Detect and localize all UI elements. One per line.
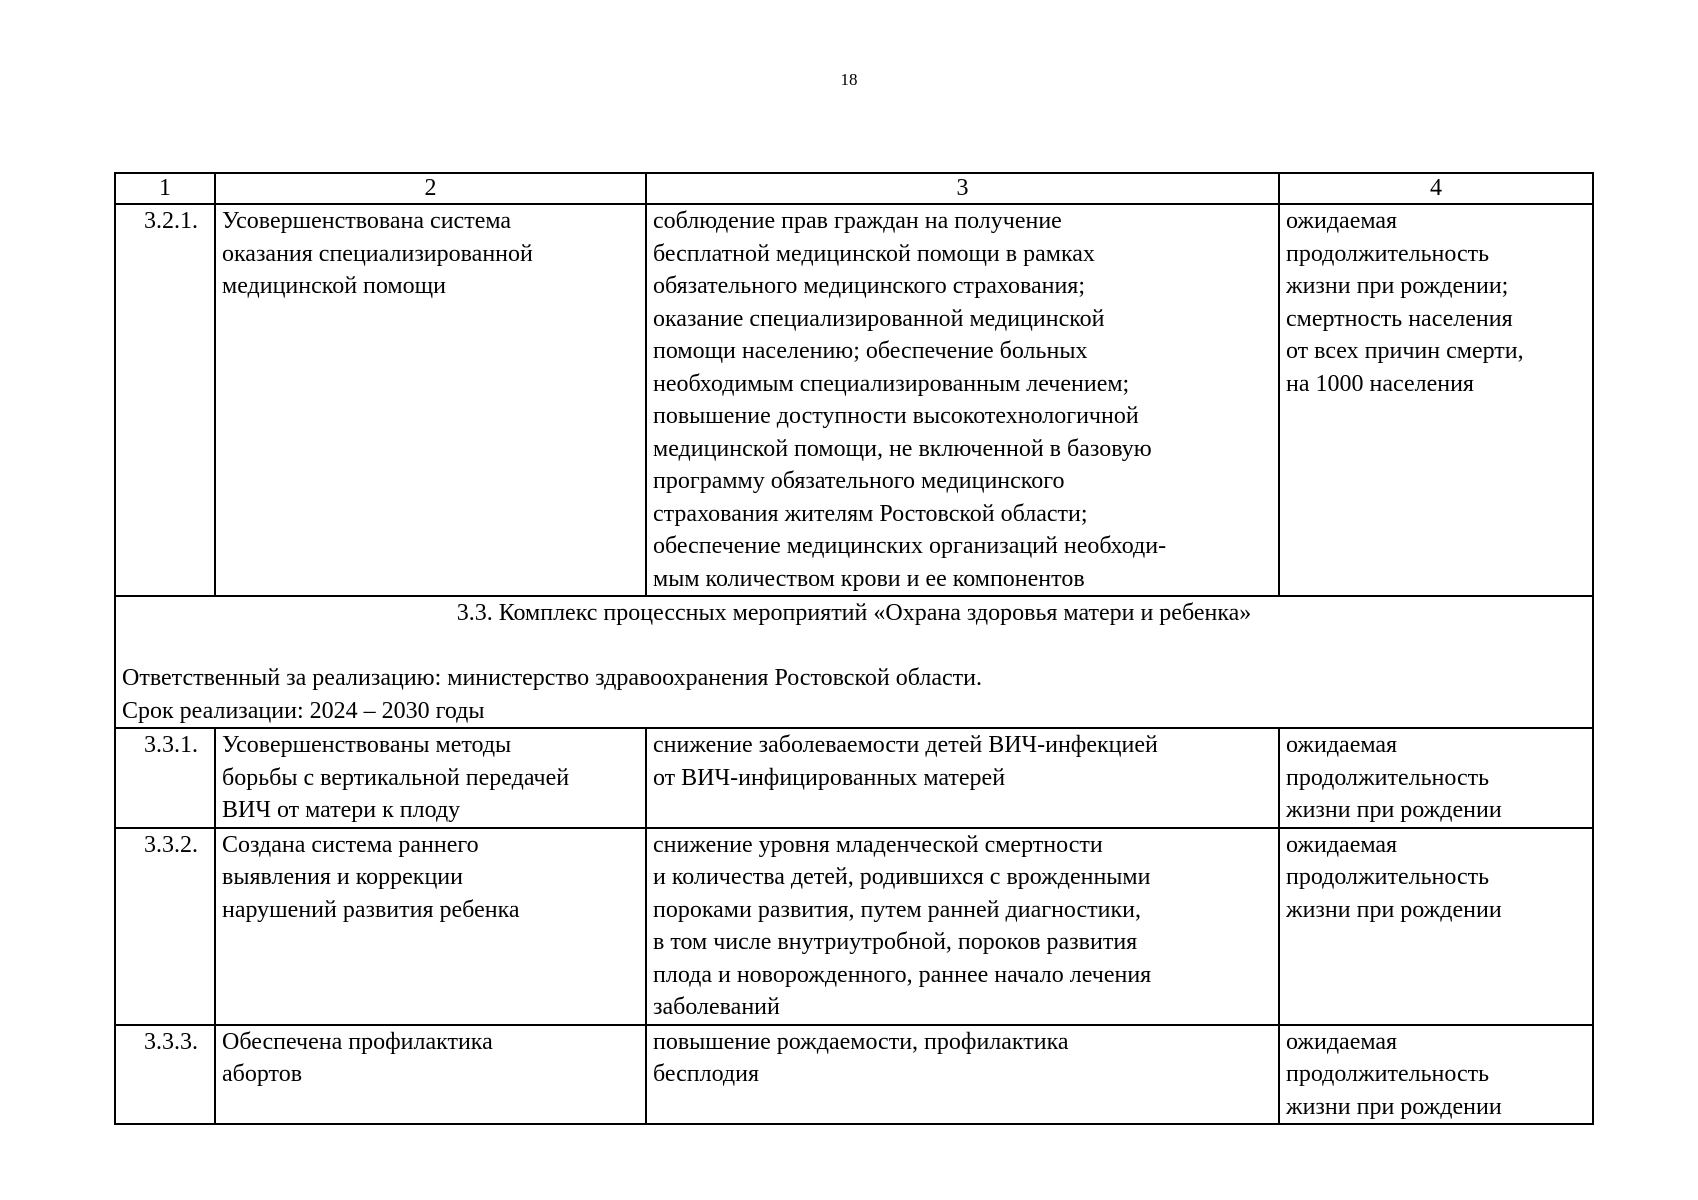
cell-line: нарушений развития ребенка (222, 896, 520, 923)
table-header-row (115, 173, 1593, 204)
measures-table (114, 172, 1594, 1125)
row-indicator-cell (1279, 828, 1593, 1025)
row-number: 3.2.1. (115, 204, 215, 596)
cell-line: и количества детей, родившихся с врожденными (653, 864, 1151, 890)
cell-line: продолжительность (1286, 764, 1490, 791)
cell-line: смертность населения (1286, 305, 1513, 332)
cell-line: борьбы с вертикальной передачей (222, 764, 570, 791)
cell-line: повышение доступности высокотехнологичной (653, 403, 1139, 429)
header-cell-1: 1 (115, 173, 215, 204)
table-row (115, 728, 1593, 828)
cell-line: пороками развития, путем ранней диагностики, (653, 896, 1141, 923)
section-title: 3.3. Комплекс процессных мероприятий «Охрана здоровья матери и ребенка» (456, 600, 1252, 626)
cell-line: снижение заболеваемости детей ВИЧ-инфекцией (653, 732, 1158, 758)
cell-line: от всех причин смерти, (1286, 338, 1524, 364)
cell-line: выявления и коррекции (222, 864, 463, 890)
cell-line: обеспечение медицинских организаций необходи- (653, 533, 1167, 559)
cell-line: Обеспечена профилактика (222, 1028, 493, 1055)
row-result-cell (215, 728, 646, 828)
table-row (115, 204, 1593, 596)
cell-line: от ВИЧ-инфицированных матерей (653, 764, 1006, 791)
section-row (115, 596, 1593, 728)
cell-line: на 1000 населения (1286, 370, 1474, 397)
cell-line: ожидаемая (1286, 208, 1398, 234)
cell-line: обязательного медицинского страхования; (653, 273, 1085, 299)
row-description-cell (646, 204, 1279, 596)
row-number: 3.3.1. (115, 728, 215, 828)
row-result-cell (215, 204, 646, 596)
cell-line: продолжительность (1286, 1061, 1490, 1087)
row-description-cell (646, 1025, 1279, 1125)
cell-line: оказание специализированной медицинской (653, 305, 1105, 332)
page-number: 18 (840, 70, 858, 89)
cell-line: ожидаемая (1286, 831, 1398, 858)
row-indicator-cell (1279, 204, 1593, 596)
section-responsible: Ответственный за реализацию: министерство здравоохранения Ростовской области. (122, 665, 982, 691)
header-cell-2: 2 (215, 173, 646, 204)
row-result-cell (215, 828, 646, 1025)
cell-line: жизни при рождении; (1286, 273, 1509, 299)
cell-line: медицинской помощи (222, 273, 446, 299)
section-spacer (122, 630, 1586, 663)
section-cell (115, 596, 1593, 728)
cell-line: Усовершенствованы методы (222, 732, 512, 758)
cell-line: жизни при рождении (1286, 896, 1502, 923)
row-number: 3.3.2. (115, 828, 215, 1025)
row-result-cell (215, 1025, 646, 1125)
cell-line: абортов (222, 1061, 303, 1087)
cell-line: ожидаемая (1286, 732, 1398, 758)
cell-line: медицинской помощи, не включенной в базовую (653, 435, 1152, 462)
cell-line: жизни при рождении (1286, 1093, 1502, 1120)
cell-line: Создана система раннего (222, 831, 479, 858)
cell-line: мым количеством крови и ее компонентов (653, 565, 1085, 592)
row-number: 3.3.3. (115, 1025, 215, 1125)
section-period: Срок реализации: 2024 – 2030 годы (122, 697, 485, 724)
cell-line: ожидаемая (1286, 1028, 1398, 1055)
cell-line: продолжительность (1286, 240, 1490, 267)
cell-line: страхования жителям Ростовской области; (653, 500, 1088, 527)
cell-line: помощи населению; обеспечение больных (653, 338, 1088, 364)
cell-line: плода и новорожденного, раннее начало лечения (653, 961, 1152, 988)
cell-line: снижение уровня младенческой смертности (653, 831, 1103, 858)
cell-line: необходимым специализированным лечением; (653, 370, 1130, 397)
cell-line: Усовершенствована система (222, 208, 512, 234)
cell-line: жизни при рождении (1286, 797, 1502, 823)
header-cell-3: 3 (646, 173, 1279, 204)
header-cell-4: 4 (1279, 173, 1593, 204)
row-indicator-cell (1279, 728, 1593, 828)
row-description-cell (646, 728, 1279, 828)
table-row (115, 1025, 1593, 1125)
cell-line: заболеваний (653, 994, 780, 1020)
cell-line: соблюдение прав граждан на получение (653, 208, 1062, 234)
cell-line: повышение рождаемости, профилактика (653, 1028, 1069, 1055)
row-description-cell (646, 828, 1279, 1025)
cell-line: оказания специализированной (222, 240, 533, 267)
cell-line: бесплодия (653, 1061, 760, 1087)
cell-line: в том числе внутриутробной, пороков развития (653, 929, 1138, 955)
table-row (115, 828, 1593, 1025)
row-indicator-cell (1279, 1025, 1593, 1125)
cell-line: продолжительность (1286, 864, 1490, 890)
cell-line: программу обязательного медицинского (653, 468, 1065, 494)
cell-line: ВИЧ от матери к плоду (222, 797, 461, 823)
cell-line: бесплатной медицинской помощи в рамках (653, 240, 1095, 267)
